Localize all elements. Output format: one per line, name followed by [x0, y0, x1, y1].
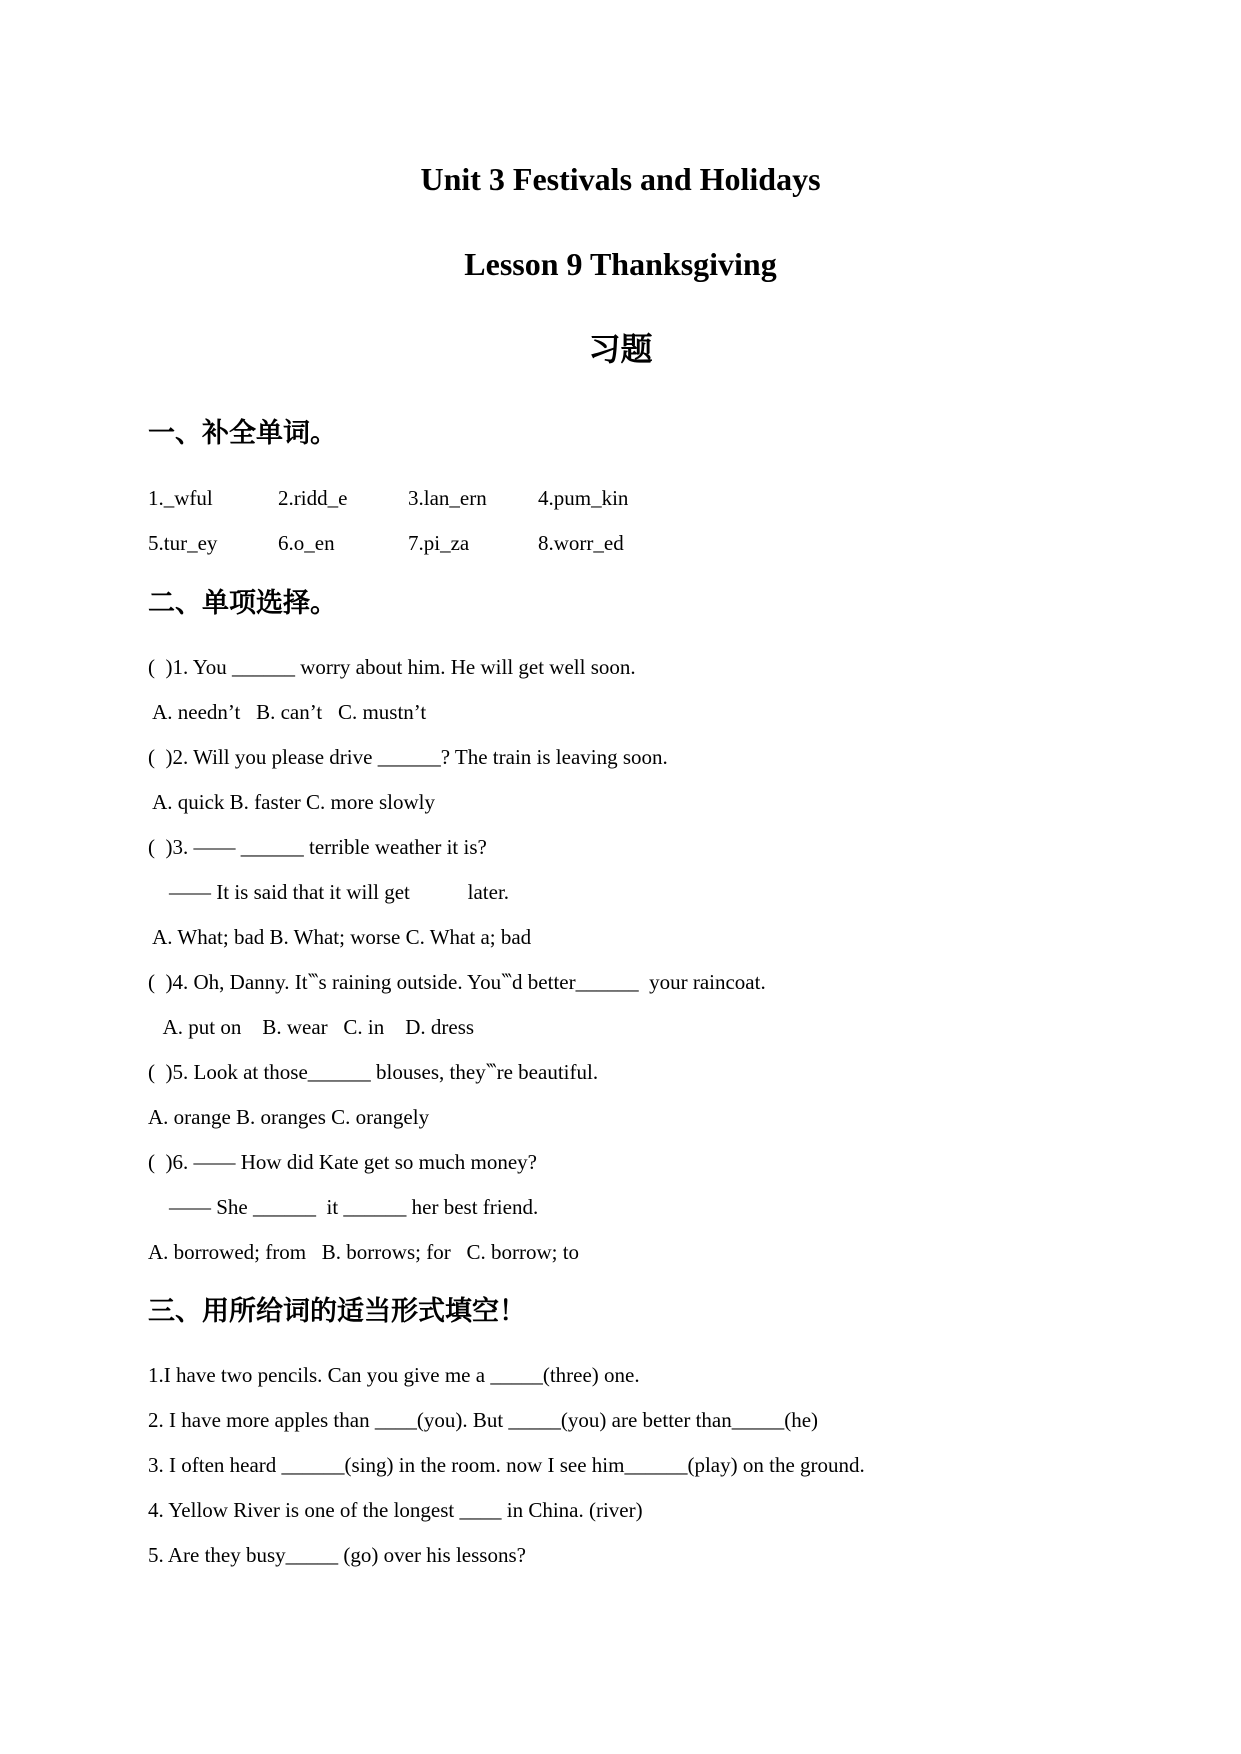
- word-item: 7.pi_za: [408, 531, 470, 555]
- exercise-label: 习题: [588, 331, 653, 367]
- section3-heading: 三、用所给词的适当形式填空！: [148, 1296, 526, 1327]
- section1-heading: 一、补全单词。: [148, 418, 337, 449]
- fill-in-line: 5. Are they busy_____ (go) over his lessons?: [148, 1543, 526, 1567]
- unit-title: Unit 3 Festivals and Holidays: [420, 161, 821, 197]
- word-item: 8.worr_ed: [538, 531, 624, 555]
- fill-in-line: 2. I have more apples than ____(you). But _____(you) are better than_____(he): [148, 1408, 819, 1432]
- word-item: 4.pum_kin: [538, 486, 629, 510]
- options-line: A. What; bad B. What; worse C. What a; bad: [148, 925, 532, 949]
- fill-in-line: 1.I have two pencils. Can you give me a _____(three) one.: [148, 1363, 640, 1387]
- question-line: ( )1. You ______ worry about him. He will get well soon.: [148, 655, 636, 679]
- question-line: ( )3. —— ______ terrible weather it is?: [148, 835, 487, 859]
- word-item: 1._wful: [148, 486, 213, 510]
- word-item: 2.ridd_e: [278, 486, 348, 510]
- dialogue-line: —— She ______ it ______ her best friend.: [148, 1195, 539, 1219]
- question-line: ( )4. Oh, Danny. It‷s raining outside. You‷d better______ your raincoat.: [148, 970, 766, 994]
- options-line: A. needn’t B. can’t C. mustn’t: [148, 700, 427, 724]
- dialogue-line: —— It is said that it will get later.: [148, 880, 510, 904]
- options-line: A. quick B. faster C. more slowly: [148, 790, 435, 814]
- word-item: 5.tur_ey: [148, 531, 218, 555]
- options-line: A. put on B. wear C. in D. dress: [148, 1015, 475, 1039]
- fill-in-line: 3. I often heard ______(sing) in the room. now I see him______(play) on the ground.: [148, 1453, 865, 1477]
- question-line: ( )6. —— How did Kate get so much money?: [148, 1150, 538, 1174]
- lesson-title: Lesson 9 Thanksgiving: [464, 246, 777, 282]
- question-line: ( )5. Look at those______ blouses, they‷re beautiful.: [148, 1060, 599, 1084]
- question-line: ( )2. Will you please drive ______? The train is leaving soon.: [148, 745, 668, 769]
- word-item: 3.lan_ern: [408, 486, 487, 510]
- options-line: A. orange B. oranges C. orangely: [148, 1105, 430, 1129]
- section2-heading: 二、单项选择。: [148, 588, 337, 619]
- word-item: 6.o_en: [278, 531, 335, 555]
- fill-in-line: 4. Yellow River is one of the longest ____ in China. (river): [148, 1498, 643, 1522]
- options-line: A. borrowed; from B. borrows; for C. borrow; to: [148, 1240, 580, 1264]
